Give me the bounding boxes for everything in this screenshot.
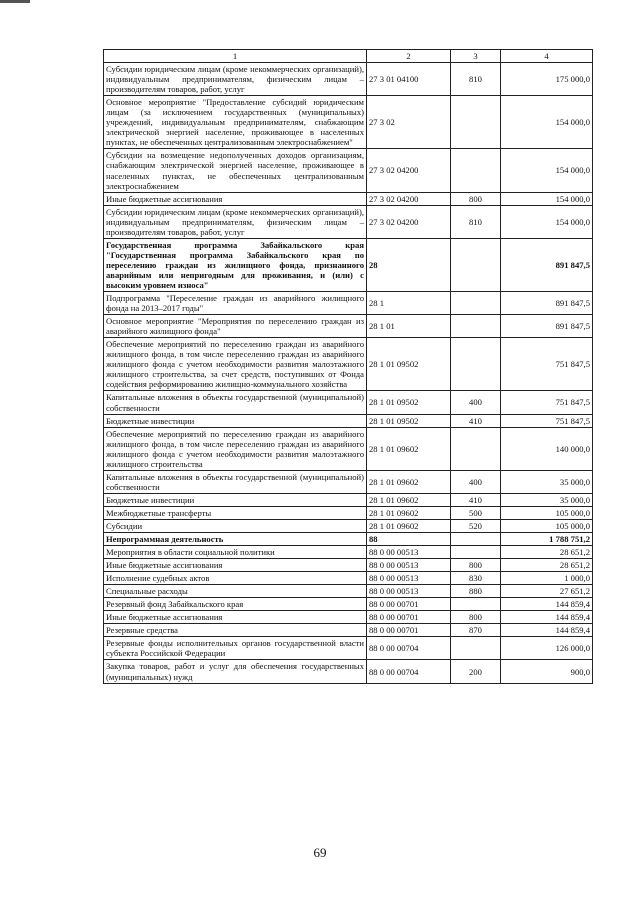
- row-type-cell: 410: [451, 414, 501, 427]
- table-row: [104, 637, 593, 660]
- row-code-cell: 28 1 01 09502: [367, 391, 451, 414]
- row-code-cell: 28 1 01: [367, 315, 451, 338]
- row-amount-cell: 900,0: [501, 660, 593, 683]
- row-code-cell: 88 0 00 00513: [367, 585, 451, 598]
- header-col-2: 2: [367, 50, 451, 63]
- row-name-cell: Капитальные вложения в объекты государственной (муниципальной) собственности: [104, 391, 367, 414]
- row-name-cell: Обеспечение мероприятий по переселению граждан из аварийного жилищного фонда, в том числе переселению граждан из аварийного жилищного фонда с учетом необходимости развития малоэтажного жилищного строительства, за счет средств, поступивших от Фонда содействия реформированию жилищно-коммунального хозяйства: [104, 338, 367, 391]
- row-amount-cell: 1 000,0: [501, 572, 593, 585]
- row-amount-cell: 891 847,5: [501, 238, 593, 291]
- row-type-cell: [451, 149, 501, 192]
- row-code-cell: 88 0 00 00701: [367, 598, 451, 611]
- row-amount-cell: 35 000,0: [501, 493, 593, 506]
- row-amount-cell: 105 000,0: [501, 519, 593, 532]
- row-amount-cell: 35 000,0: [501, 470, 593, 493]
- row-code-cell: 88 0 00 00513: [367, 546, 451, 559]
- row-amount-cell: 154 000,0: [501, 192, 593, 205]
- row-amount-cell: 126 000,0: [501, 637, 593, 660]
- row-amount-cell: 140 000,0: [501, 427, 593, 470]
- table-row: [104, 63, 593, 96]
- table-row: [104, 292, 593, 315]
- row-amount-cell: 891 847,5: [501, 292, 593, 315]
- row-type-cell: [451, 546, 501, 559]
- table-row: [104, 149, 593, 192]
- row-name-cell: Закупка товаров, работ и услуг для обеспечения государственных (муниципальных) нужд: [104, 660, 367, 683]
- row-type-cell: 400: [451, 391, 501, 414]
- table-row: [104, 414, 593, 427]
- row-type-cell: 880: [451, 585, 501, 598]
- row-name-cell: Субсидии: [104, 519, 367, 532]
- table-row: [104, 660, 593, 683]
- row-type-cell: 870: [451, 624, 501, 637]
- row-amount-cell: 144 859,4: [501, 598, 593, 611]
- budget-table: [103, 49, 593, 684]
- row-code-cell: 28 1 01 09602: [367, 493, 451, 506]
- row-name-cell: Обеспечение мероприятий по переселению граждан из аварийного жилищного фонда, в том числе переселению граждан из аварийного жилищного фонда с учетом необходимости развития малоэтажного жилищного строительства: [104, 427, 367, 470]
- row-name-cell: Субсидии юридическим лицам (кроме некоммерческих организаций), индивидуальным предпринимателям, физическим лицам – производителям товаров, работ, услуг: [104, 63, 367, 96]
- row-type-cell: 800: [451, 192, 501, 205]
- row-name-cell: Резервные средства: [104, 624, 367, 637]
- table-row: [104, 192, 593, 205]
- row-amount-cell: 154 000,0: [501, 96, 593, 149]
- row-code-cell: 27 3 02 04200: [367, 192, 451, 205]
- row-amount-cell: 105 000,0: [501, 506, 593, 519]
- row-type-cell: [451, 598, 501, 611]
- row-type-cell: 500: [451, 506, 501, 519]
- row-amount-cell: 28 651,2: [501, 546, 593, 559]
- row-name-cell: Субсидии на возмещение недополученных доходов организациям, снабжающим электрической энергией население, проживающее в населенных пунктах, не обеспеченных централизованным электроснабжением: [104, 149, 367, 192]
- row-name-cell: Резервный фонд Забайкальского края: [104, 598, 367, 611]
- row-code-cell: 27 3 01 04100: [367, 63, 451, 96]
- table-row: [104, 585, 593, 598]
- table-row: [104, 238, 593, 291]
- row-amount-cell: 751 847,5: [501, 338, 593, 391]
- row-code-cell: 88: [367, 533, 451, 546]
- row-type-cell: [451, 427, 501, 470]
- header-col-1: 1: [104, 50, 367, 63]
- table-row: [104, 96, 593, 149]
- table-row: [104, 427, 593, 470]
- row-type-cell: [451, 315, 501, 338]
- row-name-cell: Мероприятия в области социальной политики: [104, 546, 367, 559]
- row-type-cell: 800: [451, 611, 501, 624]
- row-name-cell: Основное мероприятие "Мероприятия по переселению граждан из аварийного жилищного фонда": [104, 315, 367, 338]
- row-code-cell: 28 1 01 09502: [367, 338, 451, 391]
- corner-scan-mark: [0, 0, 30, 3]
- table-row: [104, 624, 593, 637]
- row-name-cell: Резервные фонды исполнительных органов государственной власти субъекта Российской Федерации: [104, 637, 367, 660]
- row-name-cell: Непрограммная деятельность: [104, 533, 367, 546]
- table-row: [104, 533, 593, 546]
- row-amount-cell: 751 847,5: [501, 391, 593, 414]
- page-number: 69: [313, 845, 327, 860]
- row-name-cell: Иные бюджетные ассигнования: [104, 611, 367, 624]
- row-name-cell: Бюджетные инвестиции: [104, 493, 367, 506]
- row-type-cell: 810: [451, 205, 501, 238]
- row-name-cell: Иные бюджетные ассигнования: [104, 192, 367, 205]
- row-type-cell: [451, 533, 501, 546]
- row-code-cell: 27 3 02 04200: [367, 205, 451, 238]
- table-row: [104, 598, 593, 611]
- table-row: [104, 315, 593, 338]
- row-amount-cell: 1 788 751,2: [501, 533, 593, 546]
- row-type-cell: 810: [451, 63, 501, 96]
- row-code-cell: 28 1: [367, 292, 451, 315]
- row-code-cell: 28 1 01 09602: [367, 506, 451, 519]
- row-amount-cell: 28 651,2: [501, 559, 593, 572]
- row-code-cell: 88 0 00 00513: [367, 559, 451, 572]
- row-name-cell: Специальные расходы: [104, 585, 367, 598]
- row-amount-cell: 154 000,0: [501, 205, 593, 238]
- row-name-cell: Межбюджетные трансферты: [104, 506, 367, 519]
- row-name-cell: Основное мероприятие "Предоставление субсидий юридическим лицам (за исключением государственных (муниципальных) учреждений, индивидуальным предпринимателям, снабжающим электрической энергией население, проживающее в населенных пунктах, не обеспеченных централизованным электроснабжением": [104, 96, 367, 149]
- table-row: [104, 205, 593, 238]
- row-name-cell: Субсидии юридическим лицам (кроме некоммерческих организаций), индивидуальным предпринимателям, физическим лицам – производителям товаров, работ, услуг: [104, 205, 367, 238]
- row-code-cell: 28 1 01 09502: [367, 414, 451, 427]
- table-row: [104, 559, 593, 572]
- row-type-cell: 200: [451, 660, 501, 683]
- row-name-cell: Бюджетные инвестиции: [104, 414, 367, 427]
- header-col-4: 4: [501, 50, 593, 63]
- row-name-cell: Иные бюджетные ассигнования: [104, 559, 367, 572]
- row-code-cell: 28 1 01 09602: [367, 470, 451, 493]
- table-row: [104, 338, 593, 391]
- row-type-cell: 520: [451, 519, 501, 532]
- table-row: [104, 391, 593, 414]
- row-amount-cell: 144 859,4: [501, 611, 593, 624]
- table-header-row: [104, 50, 593, 63]
- row-type-cell: [451, 96, 501, 149]
- table-row: [104, 572, 593, 585]
- table-row: [104, 506, 593, 519]
- row-amount-cell: 751 847,5: [501, 414, 593, 427]
- row-code-cell: 88 0 00 00513: [367, 572, 451, 585]
- table-row: [104, 546, 593, 559]
- table-row: [104, 470, 593, 493]
- row-code-cell: 28 1 01 09602: [367, 519, 451, 532]
- row-type-cell: [451, 292, 501, 315]
- row-type-cell: 400: [451, 470, 501, 493]
- row-code-cell: 88 0 00 00704: [367, 637, 451, 660]
- row-amount-cell: 154 000,0: [501, 149, 593, 192]
- row-code-cell: 28 1 01 09602: [367, 427, 451, 470]
- row-type-cell: [451, 338, 501, 391]
- row-amount-cell: 144 859,4: [501, 624, 593, 637]
- table-row: [104, 519, 593, 532]
- row-type-cell: [451, 238, 501, 291]
- row-name-cell: Исполнение судебных актов: [104, 572, 367, 585]
- row-amount-cell: 27 651,2: [501, 585, 593, 598]
- row-name-cell: Подпрограмма "Переселение граждан из аварийного жилищного фонда на 2013–2017 годы": [104, 292, 367, 315]
- row-type-cell: 800: [451, 559, 501, 572]
- row-code-cell: 88 0 00 00704: [367, 660, 451, 683]
- row-code-cell: 27 3 02: [367, 96, 451, 149]
- row-type-cell: 410: [451, 493, 501, 506]
- header-col-3: 3: [451, 50, 501, 63]
- row-code-cell: 27 3 02 04200: [367, 149, 451, 192]
- row-amount-cell: 175 000,0: [501, 63, 593, 96]
- row-code-cell: 88 0 00 00701: [367, 611, 451, 624]
- row-type-cell: 830: [451, 572, 501, 585]
- table-row: [104, 611, 593, 624]
- row-code-cell: 88 0 00 00701: [367, 624, 451, 637]
- row-amount-cell: 891 847,5: [501, 315, 593, 338]
- row-name-cell: Государственная программа Забайкальского края "Государственная программа Забайкальского края по переселению граждан из жилищного фонда, признанного аварийным или непригодным для проживания, и (или) с высоким уровнем износа": [104, 238, 367, 291]
- row-type-cell: [451, 637, 501, 660]
- row-name-cell: Капитальные вложения в объекты государственной (муниципальной) собственности: [104, 470, 367, 493]
- row-code-cell: 28: [367, 238, 451, 291]
- table-row: [104, 493, 593, 506]
